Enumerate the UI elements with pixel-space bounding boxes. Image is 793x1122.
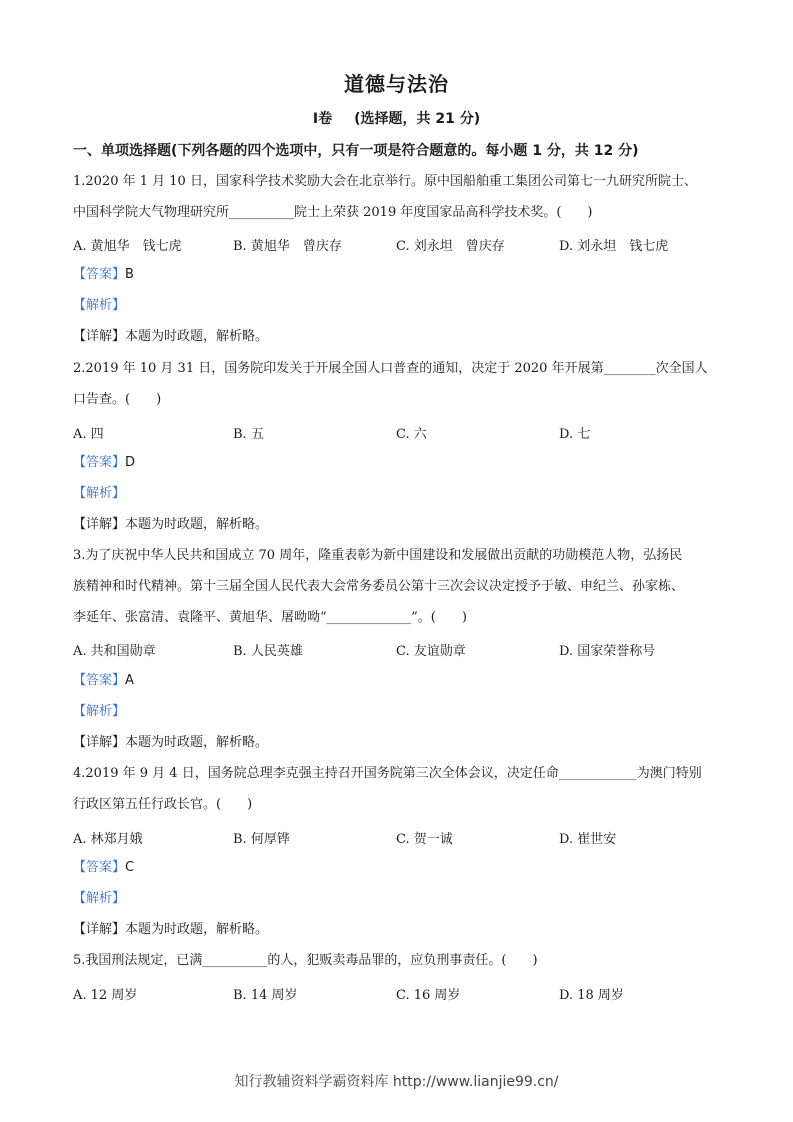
option-c: C. 贺一诚 [396,832,453,847]
question-3-options [73,640,733,658]
detail-line: 【详解】本题为时政题，解析略。 [73,329,269,344]
option-c: C. 友谊勋章 [396,644,466,659]
question-3-line-3: 李延年、张富清、袁隆平、黄旭华、屠呦呦“_____________”。( ) [73,610,467,625]
option-b: B. 黄旭华 曾庆存 [233,239,342,254]
question-4-line-1: 4.2019 年 9 月 4 日，国务院总理李克强主持召开国务院第三次全体会议，决定任命____________为澳门特别 [73,766,702,781]
option-b: B. 何厚铧 [233,832,290,847]
answer-tag: 【答案】 [73,455,126,470]
answer-line [73,672,733,690]
option-d: D. 18 周岁 [559,988,624,1003]
option-a: A. 黄旭华 钱七虎 [73,239,182,254]
answer-line [73,859,733,877]
question-5-options [73,984,733,1002]
question-4-options [73,828,733,846]
answer-tag: 【答案】 [73,860,126,875]
question-4-line-2: 行政区第五任行政长官。( ) [73,797,253,812]
option-b: B. 14 周岁 [233,988,298,1003]
answer-value: C [125,860,135,875]
answer-line [73,266,733,284]
option-b: B. 人民英雄 [233,644,303,659]
analysis-tag: 【解析】 [73,704,126,719]
option-c: C. 六 [396,427,427,442]
option-a: A. 共和国勋章 [73,644,156,659]
detail-line: 【详解】本题为时政题，解析略。 [73,735,269,750]
option-d: D. 七 [559,427,591,442]
question-2-line-2: 口告查。( ) [73,392,162,407]
answer-value: D [125,455,136,470]
question-2-options [73,423,733,441]
question-1-options [73,235,733,253]
footer-watermark: 知行教辅资料学霸资料库 http://www.lianjie99.cn/ [234,1074,559,1090]
question-1-line-1: 1.2020 年 1 月 10 日，国家科学技术奖励大会在北京举行。原中国船舶重工集团公司第七一九研究所院士、 [73,174,697,189]
question-2-line-1: 2.2019 年 10 月 31 日，国务院印发关于开展全国人口普查的通知，决定于 2020 年开展第________次全国人 [73,361,708,376]
detail-line: 【详解】本题为时政题，解析略。 [73,922,269,937]
question-5-line-1: 5.我国刑法规定，已满__________的人，犯贩卖毒品罪的，应负刑事责任。( ) [73,953,538,968]
option-d: D. 崔世安 [559,832,617,847]
part-subtitle-text: (选择题，共 21 分) [354,111,481,127]
analysis-tag: 【解析】 [73,298,126,313]
option-a: A. 12 周岁 [73,988,138,1003]
option-a: A. 四 [73,427,104,442]
option-c: C. 刘永坦 曾庆存 [396,239,505,254]
option-b: B. 五 [233,427,264,442]
analysis-tag: 【解析】 [73,486,126,501]
answer-tag: 【答案】 [73,267,126,282]
detail-line: 【详解】本题为时政题，解析略。 [73,517,269,532]
option-c: C. 16 周岁 [396,988,461,1003]
answer-tag: 【答案】 [73,673,126,688]
part-roman-label: Ⅰ卷 [312,111,333,127]
question-3-line-2: 族精神和时代精神。第十三届全国人民代表大会常务委员公第十三次会议决定授予于敏、申纪兰、孙家栋、 [73,579,685,594]
answer-value: B [125,267,134,282]
question-1-line-2: 中国科学院大气物理研究所__________院士上荣获 2019 年度国家品高科学技术奖。( ) [73,205,593,220]
answer-value: A [125,673,134,688]
option-d: D. 刘永坦 钱七虎 [559,239,669,254]
option-a: A. 林郑月娥 [73,832,143,847]
analysis-tag: 【解析】 [73,891,126,906]
option-d: D. 国家荣誉称号 [559,644,656,659]
part-subtitle [0,108,793,128]
question-3-line-1: 3.为了庆祝中华人民共和国成立 70 周年，隆重表彰为新中国建设和发展做出贡献的功勋模范人物，弘扬民 [73,548,683,563]
document-title: 道德与法治 [344,72,449,96]
section-heading: 一、单项选择题(下列各题的四个选项中，只有一项是符合题意的。每小题 1 分，共 12 分) [73,143,639,159]
answer-line [73,454,733,472]
